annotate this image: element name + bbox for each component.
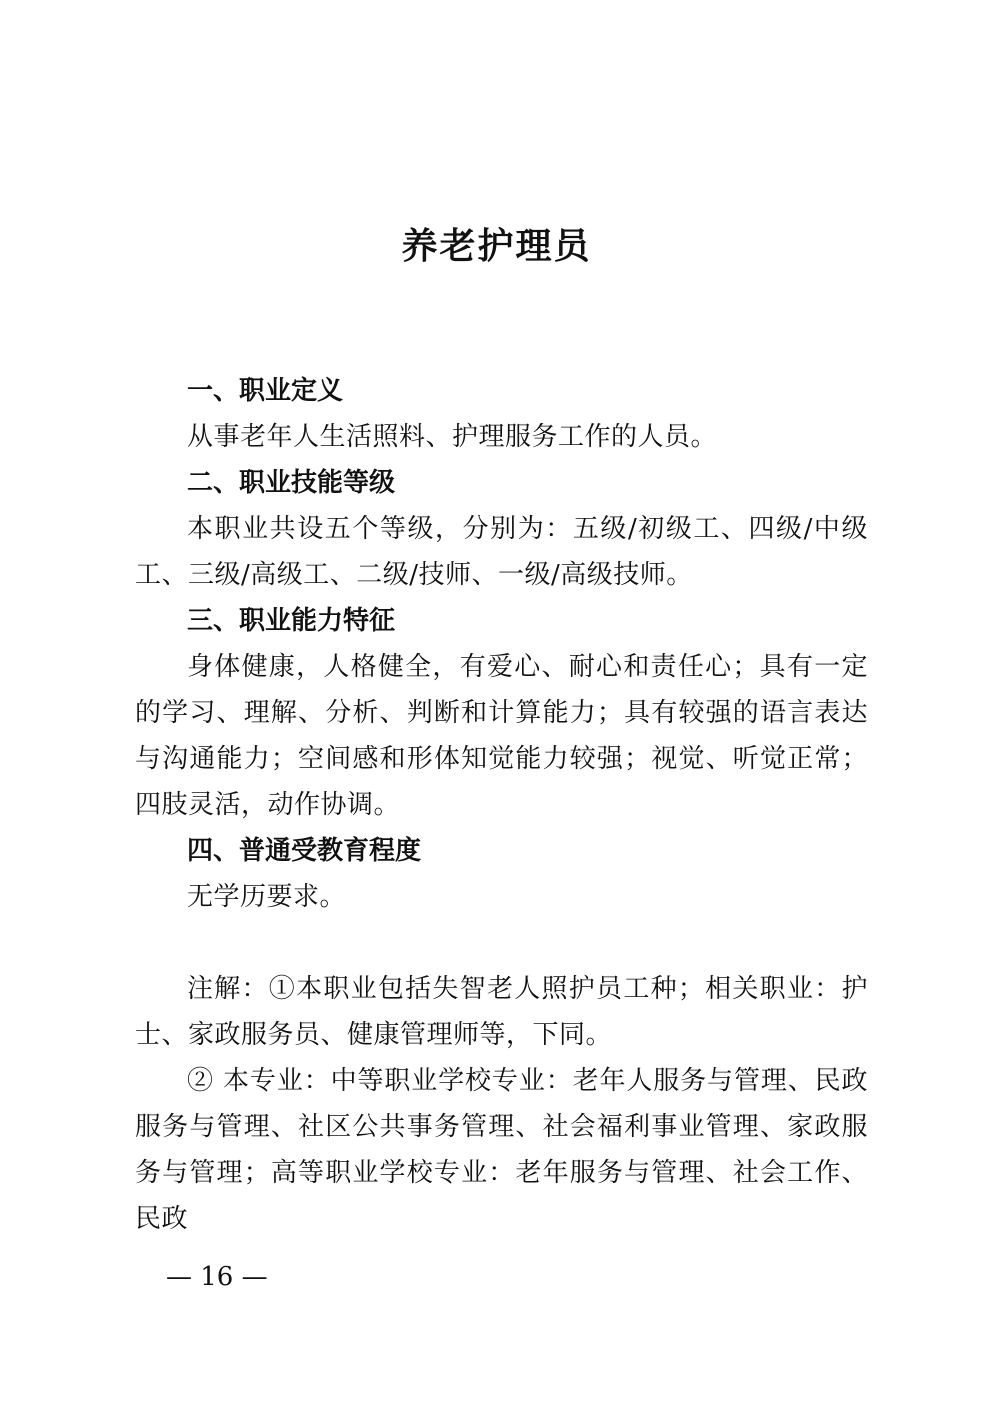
- section-heading-skill-levels: 二、职业技能等级: [187, 468, 396, 498]
- note-paragraph-2: ② 本专业：中等职业学校专业：老年人服务与管理、民政服务与管理、社区公共事务管理、社会福利事业管理、家政服务与管理；高等职业学校专业：老年服务与管理、社会工作、民政: [135, 1066, 868, 1234]
- spacer: [135, 920, 868, 966]
- document-body: [135, 368, 868, 1242]
- section-body-education: 无学历要求。: [187, 882, 347, 912]
- section-heading-definition: 一、职业定义: [187, 376, 344, 406]
- section-body-abilities: 身体健康，人格健全，有爱心、耐心和责任心；具有一定的学习、理解、分析、判断和计算能力；具有较强的语言表达与沟通能力；空间感和形体知觉能力较强；视觉、听觉正常；四肢灵活，动作协调。: [135, 652, 868, 820]
- section-body-definition: 从事老年人生活照料、护理服务工作的人员。: [187, 422, 718, 452]
- page-title: 养老护理员: [401, 225, 592, 267]
- page-number: — 16 —: [166, 1262, 268, 1292]
- section-heading-education: 四、普通受教育程度: [187, 836, 422, 866]
- note-paragraph-1: 注解：①本职业包括失智老人照护员工种；相关职业：护士、家政服务员、健康管理师等，下同。: [135, 974, 868, 1050]
- section-heading-abilities: 三、职业能力特征: [187, 606, 396, 636]
- section-body-skill-levels: 本职业共设五个等级，分别为：五级/初级工、四级/中级工、三级/高级工、二级/技师、一级/高级技师。: [135, 514, 868, 590]
